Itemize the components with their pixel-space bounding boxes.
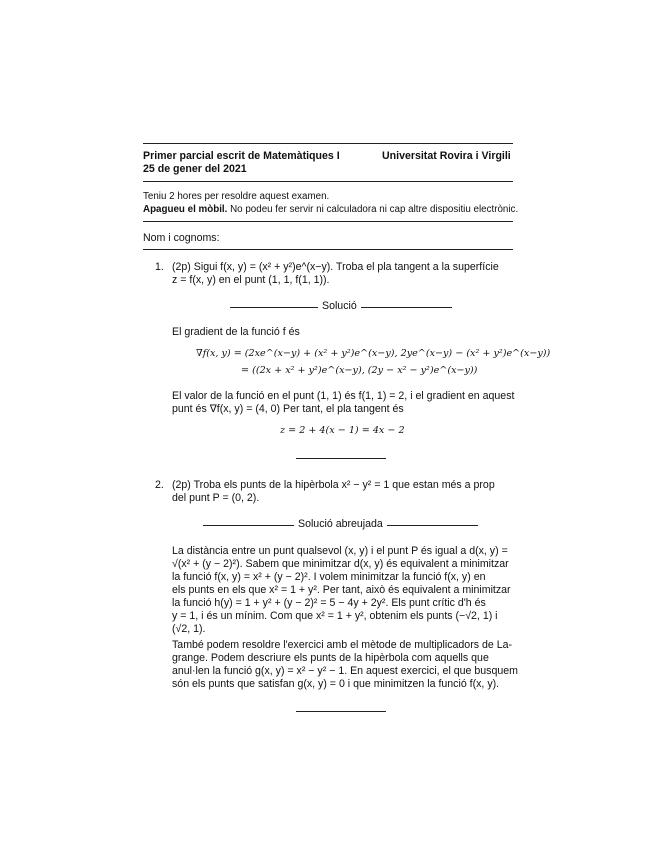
instructions-warning: Apagueu el mòbil.: [143, 204, 228, 215]
solution-1-line-2: El valor de la funció en el punt (1, 1) és f(1, 1) = 2, i el gradient en aquest: [172, 390, 515, 402]
solution-2-para-2-line-1: També podem resoldre l'exercici amb el mètode de multiplicadors de La-: [172, 639, 513, 651]
header-bottom-rule: [143, 181, 513, 182]
solution-1-tangent-plane-eq: z = 2 + 4(x − 1) = 4x − 2: [280, 425, 405, 436]
instructions-rule: [143, 221, 513, 222]
solution-1-rule-left: [230, 307, 318, 308]
solution-1-gradient-eq-simplified: = ((2x + x² + y²)e^(x−y), (2y − x² − y²)e^(x−y)): [241, 365, 478, 376]
solution-1-title: Solució: [322, 300, 357, 312]
solution-1-line-1: El gradient de la funció f és: [172, 326, 300, 338]
exam-title: Primer parcial escrit de Matemàtiques I: [143, 150, 340, 162]
instructions-line-2: [143, 204, 518, 217]
solution-1-line-3: punt és ∇f(x, y) = (4, 0) Per tant, el pla tangent és: [172, 403, 404, 415]
solution-2-para-1-line-7: (√2, 1).: [172, 623, 206, 635]
solution-2-para-2-line-3: anul·len la funció g(x, y) = x² − y² − 1. En aquest exercici, el que busquem: [172, 665, 518, 677]
solution-2-para-1-line-1: La distància entre un punt qualsevol (x, y) i el punt P és igual a d(x, y) =: [172, 545, 508, 557]
problem-2-number: 2.: [155, 479, 164, 491]
university-name: Universitat Rovira i Virgili: [382, 150, 511, 162]
problem-1-number: 1.: [155, 261, 164, 273]
header-top-rule: [143, 143, 513, 144]
solution-2-para-1-line-6: y = 1, i és un mínim. Com que x² = 1 + y², obtenim els punts (−√2, 1) i: [172, 610, 498, 622]
solution-2-para-1-line-2: √(x² + (y − 2)²). Sabem que minimitzar d(x, y) és equivalent a minimitzar: [172, 558, 509, 570]
solution-2-title: Solució abreujada: [298, 518, 383, 530]
problem-2-statement-line-1: (2p) Troba els punts de la hipèrbola x² − y² = 1 que estan més a prop: [172, 479, 495, 491]
solution-1-rule-right: [361, 307, 452, 308]
name-label: Nom i cognoms:: [143, 232, 220, 244]
solution-1-end-rule: [296, 458, 386, 459]
exam-date: 25 de gener del 2021: [143, 163, 247, 175]
solution-1-gradient-eq: ∇f(x, y) = (2xe^(x−y) + (x² + y²)e^(x−y), 2ye^(x−y) − (x² + y²)e^(x−y)): [196, 348, 551, 359]
solution-2-para-2-line-2: grange. Podem descriure els punts de la hipèrbola com aquells que: [172, 652, 489, 664]
solution-2-end-rule: [296, 711, 386, 712]
solution-2-para-1-line-5: la funció h(y) = 1 + y² + (y − 2)² = 5 − 4y + 2y². Els punt crític d'h és: [172, 597, 486, 609]
name-rule: [143, 249, 513, 250]
solution-2-para-1-line-3: la funció f(x, y) = x² + (y − 2)². I volem minimitzar la funció f(x, y) en: [172, 571, 486, 583]
solution-2-para-2-line-4: són els punts que satisfan g(x, y) = 0 i que minimitzen la funció f(x, y).: [172, 678, 500, 690]
solution-2-para-1-line-4: els punts en els que x² = 1 + y². Per tant, això és equivalent a minimitzar: [172, 584, 511, 596]
problem-2-statement-line-2: del punt P = (0, 2).: [172, 492, 260, 504]
solution-2-rule-left: [203, 525, 294, 526]
instructions-rest: No podeu fer servir ni calculadora ni cap altre dispositiu electrònic.: [227, 204, 519, 215]
solution-2-rule-right: [387, 525, 478, 526]
problem-1-statement-line-1: (2p) Sigui f(x, y) = (x² + y²)e^(x−y). Troba el pla tangent a la superfície: [172, 261, 499, 273]
instructions-line-1: Teniu 2 hores per resoldre aquest examen.: [143, 191, 330, 202]
problem-1-statement-line-2: z = f(x, y) en el punt (1, 1, f(1, 1)).: [172, 274, 330, 286]
